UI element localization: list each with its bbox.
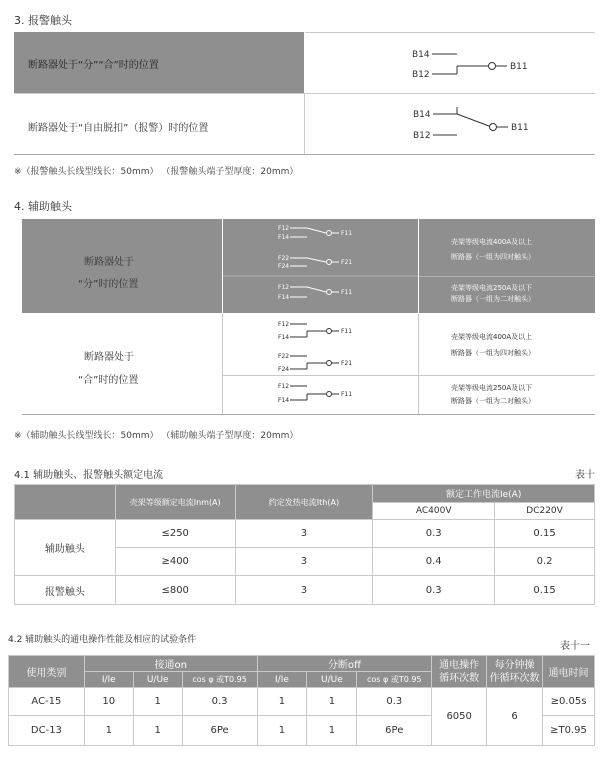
aux-open-desc-cell bbox=[419, 219, 595, 313]
svg-text:F14: F14 bbox=[278, 397, 290, 404]
svg-text:F22: F22 bbox=[278, 353, 290, 360]
table-cell: 3 bbox=[235, 520, 373, 548]
b11-label: B11 bbox=[510, 62, 528, 72]
aux-open-label-line2: “分”时的位置 bbox=[78, 279, 139, 290]
aux-closed-diagram bbox=[223, 314, 418, 414]
header-ith: 约定发热电流Ith(A) bbox=[235, 485, 373, 520]
b14-label: B14 bbox=[412, 50, 430, 60]
table-11-label: 表十一 bbox=[560, 641, 590, 652]
aux-closed-label-line1: 断路器处于 bbox=[84, 352, 134, 363]
desc-four-line2: 断路器（一组为四对触头） bbox=[451, 253, 535, 261]
table-10-label: 表十 bbox=[575, 470, 595, 481]
section-4-heading: 4. 辅助触头 bbox=[14, 200, 72, 213]
desc-two-line2: 断路器（一组为二对触头） bbox=[451, 295, 535, 303]
aux-closed-label-cell bbox=[22, 314, 222, 414]
aux-open-label-cell bbox=[22, 219, 222, 313]
desc-two-line1: 壳架等级电流250A及以下 bbox=[451, 284, 533, 292]
table-cell: 3 bbox=[235, 548, 373, 576]
rated-current-table bbox=[14, 484, 595, 605]
cycles-value: 6050 bbox=[432, 688, 487, 746]
aux-open-diagram bbox=[223, 219, 418, 313]
b14-label: B14 bbox=[413, 110, 431, 120]
category-ac15: AC-15 bbox=[9, 688, 85, 716]
svg-text:F14: F14 bbox=[278, 334, 290, 341]
svg-text:F21: F21 bbox=[341, 360, 353, 367]
svg-text:F11: F11 bbox=[341, 230, 353, 237]
header-per-minute: 每分钟操 作循环次数 bbox=[487, 656, 543, 688]
alarm-note: ※（报警触头长线型线长：50mm） （报警触头端子型厚度：20mm） bbox=[14, 167, 299, 177]
svg-text:F24: F24 bbox=[278, 366, 290, 373]
alarm-row2-diagram-cell bbox=[305, 94, 595, 154]
svg-text:F12: F12 bbox=[278, 225, 290, 232]
header-inm: 壳架等级额定电流Inm(A) bbox=[115, 485, 235, 520]
b11-label: B11 bbox=[511, 123, 529, 133]
header-on: 接通on bbox=[84, 656, 257, 672]
desc-two-line1: 壳架等级电流250A及以下 bbox=[451, 384, 533, 392]
alarm-open-closed-diagram bbox=[305, 33, 595, 94]
operation-performance-table: 使用类别 接通on 分断off 通电操作 循环次数 每分钟操 作循环次数 通电时间 I/Ie U/Ue cos φ 或T0.95 I/Ie U/Ue cos φ 或T0.95 AC-15 10 1 0.3 1 1 0.3 6050 6 ≥0.05s DC-13 1 1 6Pe 1 1 6Pe ≥T0.95 bbox=[8, 655, 595, 746]
svg-text:F12: F12 bbox=[278, 321, 290, 328]
svg-text:F12: F12 bbox=[278, 284, 290, 291]
table-cell: 3 bbox=[235, 576, 373, 605]
table-cell: 0.3 bbox=[373, 576, 495, 605]
table-cell: ≤250 bbox=[115, 520, 235, 548]
header-category: 使用类别 bbox=[9, 656, 85, 688]
svg-text:F11: F11 bbox=[341, 328, 353, 335]
table-cell: 0.2 bbox=[495, 548, 595, 576]
section-3-heading: 3. 报警触头 bbox=[14, 14, 72, 27]
aux-closed-desc-cell bbox=[419, 314, 595, 414]
svg-text:F12: F12 bbox=[278, 383, 290, 390]
aux-note: ※（辅助触头长线型线长：50mm） （辅助触头端子型厚度：20mm） bbox=[14, 431, 299, 441]
alarm-row2-label-cell bbox=[14, 94, 304, 154]
alarm-row1-label-cell bbox=[14, 32, 304, 93]
aux-contact-label: 辅助触头 bbox=[15, 520, 116, 576]
desc-four-line1: 壳架等级电流400A及以上 bbox=[451, 238, 533, 246]
table-cell: ≥400 bbox=[115, 548, 235, 576]
aux-closed-label-line2: “合”时的位置 bbox=[78, 375, 139, 386]
svg-text:F14: F14 bbox=[278, 234, 290, 241]
b12-label: B12 bbox=[412, 70, 430, 80]
alarm-row1-label: 断路器处于“分”“合”时的位置 bbox=[28, 60, 159, 71]
category-dc13: DC-13 bbox=[9, 716, 85, 746]
alarm-contact-label: 报警触头 bbox=[15, 576, 116, 605]
desc-two-line2: 断路器（一组为二对触头） bbox=[451, 397, 535, 405]
header-ie: 额定工作电流Ie(A) bbox=[373, 485, 595, 503]
alarm-tripped-diagram bbox=[305, 94, 595, 154]
table-cell: 0.3 bbox=[373, 520, 495, 548]
table-cell: ≤800 bbox=[115, 576, 235, 605]
svg-text:F21: F21 bbox=[341, 259, 353, 266]
svg-text:F11: F11 bbox=[341, 391, 353, 398]
table-cell: 0.4 bbox=[373, 548, 495, 576]
desc-four-line2: 断路器（一组为四对触头） bbox=[451, 349, 535, 357]
b12-label: B12 bbox=[413, 131, 431, 141]
svg-text:F24: F24 bbox=[278, 263, 290, 270]
aux-closed-diagram-cell bbox=[223, 314, 418, 414]
per-minute-value: 6 bbox=[487, 688, 543, 746]
svg-text:F14: F14 bbox=[278, 294, 290, 301]
time-ac15: ≥0.05s bbox=[543, 688, 595, 716]
desc-four-line1: 壳架等级电流400A及以上 bbox=[451, 333, 533, 341]
aux-open-label-line1: 断路器处于 bbox=[84, 257, 134, 268]
alarm-row2-label: 断路器处于“自由脱扣”（报警）时的位置 bbox=[28, 123, 209, 134]
table-cell: 0.15 bbox=[495, 520, 595, 548]
svg-text:F11: F11 bbox=[341, 289, 353, 296]
time-dc13: ≥T0.95 bbox=[543, 716, 595, 746]
table-cell: 0.15 bbox=[495, 576, 595, 605]
section-4-1-heading: 4.1 辅助触头、报警触头额定电流 bbox=[14, 470, 164, 481]
header-dc220: DC220V bbox=[495, 503, 595, 520]
aux-open-diagram-cell bbox=[223, 219, 418, 313]
header-cycles: 通电操作 循环次数 bbox=[432, 656, 487, 688]
alarm-row1-diagram-cell bbox=[305, 32, 595, 94]
svg-text:F22: F22 bbox=[278, 255, 290, 262]
section-4-2-heading: 4.2 辅助触头的通电操作性能及相应的试验条件 bbox=[8, 635, 197, 645]
header-off: 分断off bbox=[257, 656, 432, 672]
header-time: 通电时间 bbox=[543, 656, 595, 688]
header-ac400: AC400V bbox=[373, 503, 495, 520]
